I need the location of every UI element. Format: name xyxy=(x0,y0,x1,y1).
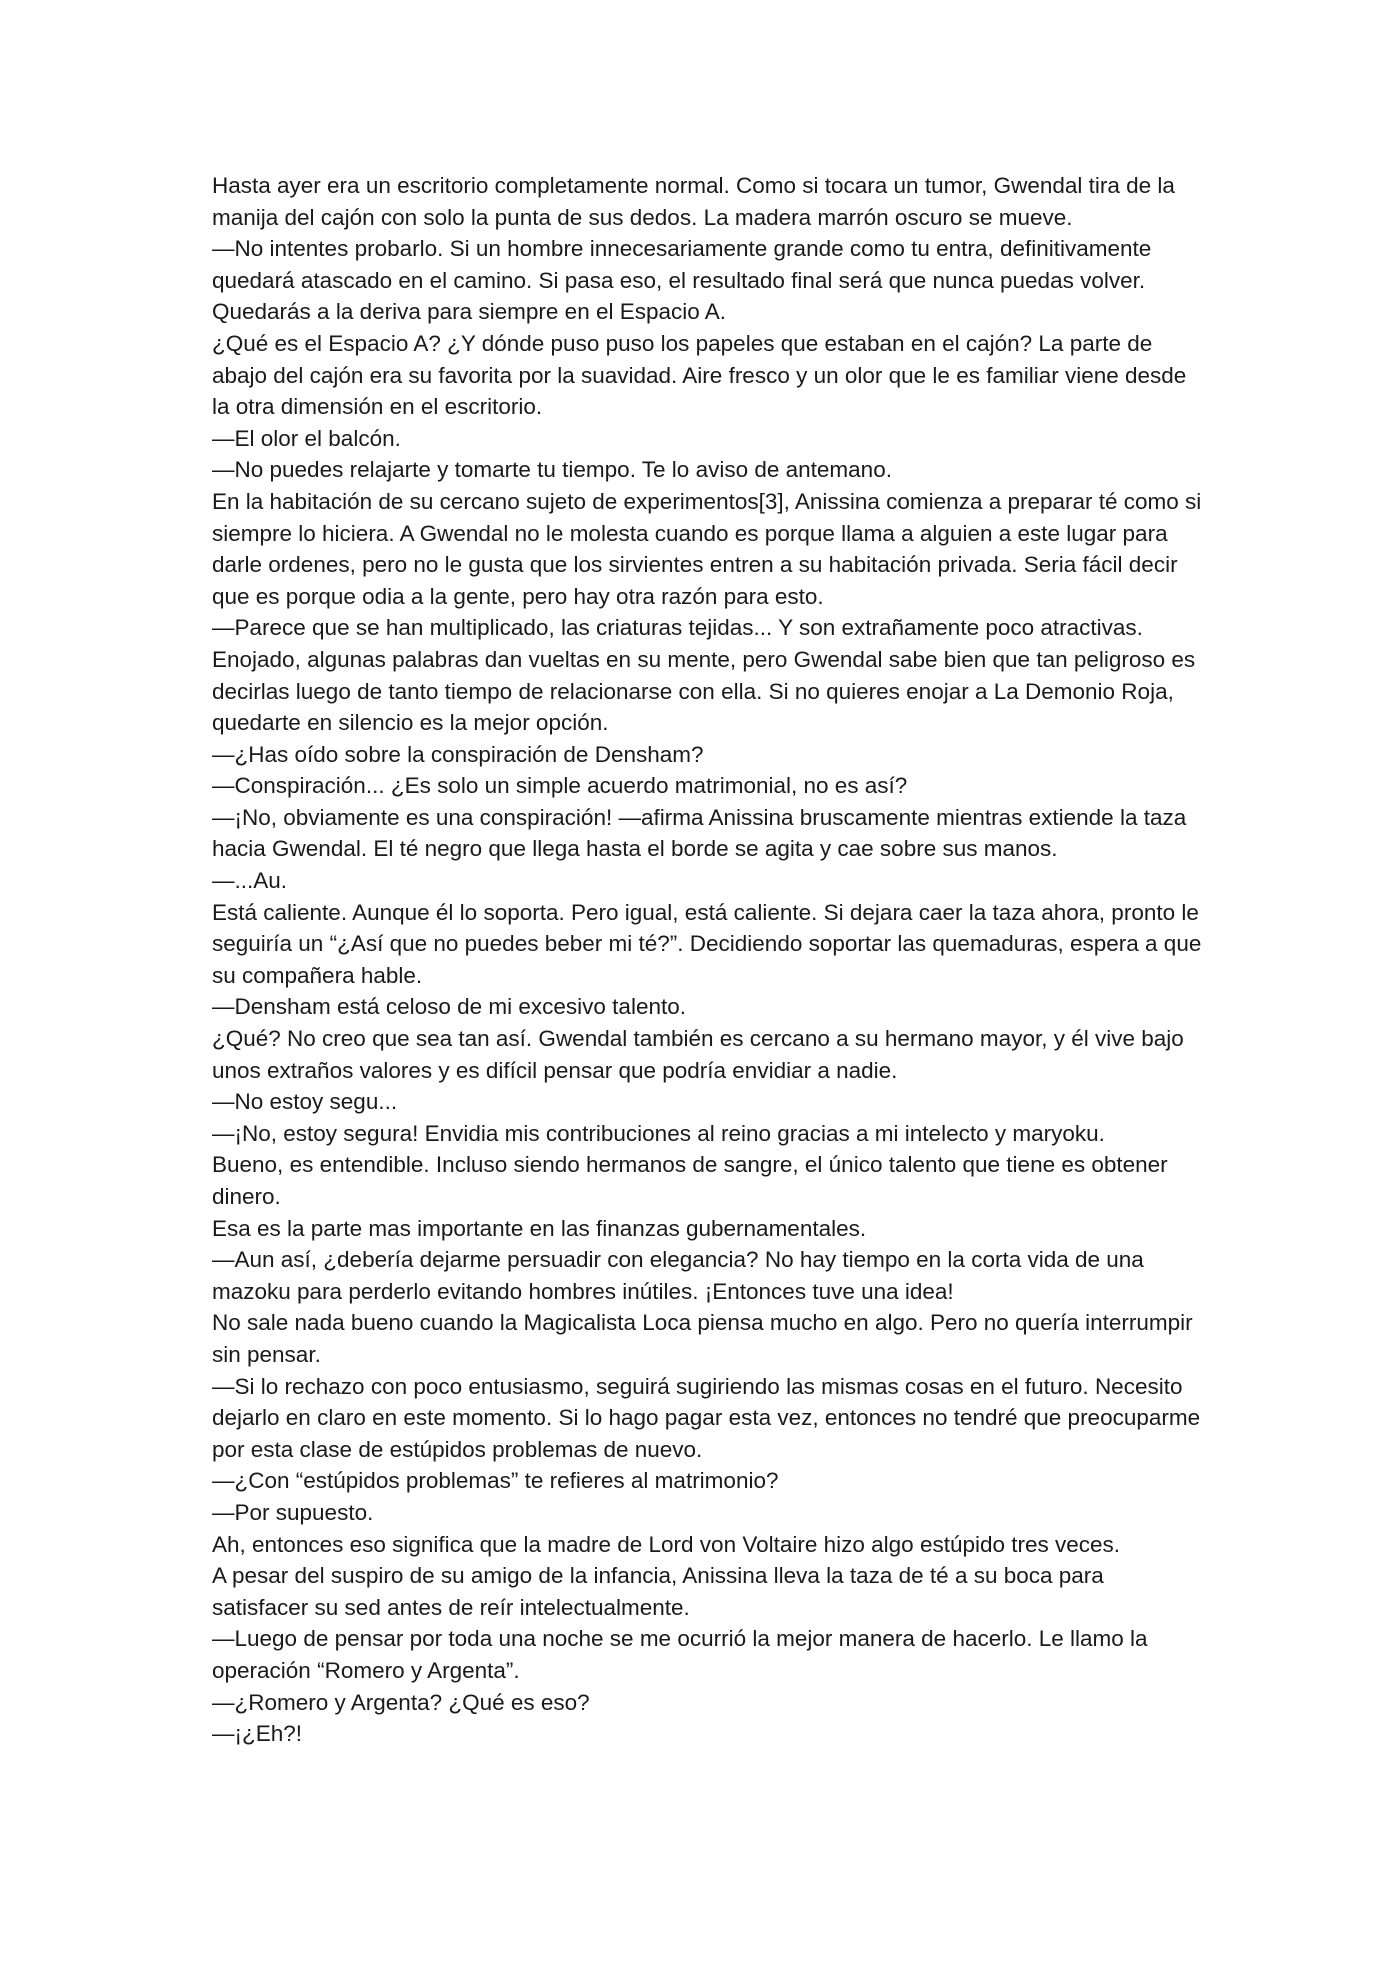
paragraph: —No intentes probarlo. Si un hombre innecesariamente grande como tu entra, definitivamente quedará atascado en el camino. Si pasa eso, el resultado final será que nunca puedas volver. Quedarás a la deriva para siempre en el Espacio A. xyxy=(212,236,1152,325)
paragraph: No sale nada bueno cuando la Magicalista Loca piensa mucho en algo. Pero no quería interrumpir sin pensar. xyxy=(212,1310,1193,1367)
paragraph: Bueno, es entendible. Incluso siendo hermanos de sangre, el único talento que tiene es obtener dinero. xyxy=(212,1152,1168,1209)
paragraph: —¡No, obviamente es una conspiración! —afirma Anissina bruscamente mientras extiende la taza hacia Gwendal. El té negro que llega hasta el borde se agita y cae sobre sus manos. xyxy=(212,804,1187,862)
paragraph: Enojado, algunas palabras dan vueltas en su mente, pero Gwendal sabe bien que tan peligroso es decirlas luego de tanto tiempo de relacionarse con ella. Si no quieres enojar a La Demonio Roja, quedarte en silencio es la mejor opción. xyxy=(212,646,1196,736)
paragraph: ¿Qué? No creo que sea tan así. Gwendal también es cercano a su hermano mayor, y él vive bajo unos extraños valores y es difícil pensar que podría envidiar a nadie. xyxy=(212,1026,1184,1083)
paragraph: Ah, entonces eso significa que la madre de Lord von Voltaire hizo algo estúpido tres veces. xyxy=(212,1531,1121,1557)
paragraph: —¿Con “estúpidos problemas” te refieres al matrimonio? xyxy=(212,1468,779,1494)
paragraph: —Densham está celoso de mi excesivo talento. xyxy=(212,994,686,1020)
paragraph: Está caliente. Aunque él lo soporta. Pero igual, está caliente. Si dejara caer la taza ahora, pronto le seguiría un “¿Así que no puedes beber mi té?”. Decidiendo soportar las quemaduras, espera a que su compañera hable. xyxy=(212,899,1202,988)
paragraph: —Conspiración... ¿Es solo un simple acuerdo matrimonial, no es así? xyxy=(212,773,908,799)
paragraph: Esa es la parte mas importante en las finanzas gubernamentales. xyxy=(212,1215,867,1241)
paragraph: —No estoy segu... xyxy=(212,1089,398,1115)
paragraph: ¿Qué es el Espacio A? ¿Y dónde puso puso los papeles que estaban en el cajón? La parte de abajo del cajón era su favorita por la suavidad. Aire fresco y un olor que le es familiar viene desde la otra dimensión en el escritorio. xyxy=(212,330,1187,420)
paragraph: —El olor el balcón. xyxy=(212,425,401,451)
paragraph: —Aun así, ¿debería dejarme persuadir con elegancia? No hay tiempo en la corta vida de una mazoku para perderlo evitando hombres inútiles. ¡Entonces tuve una idea! xyxy=(212,1247,1144,1304)
paragraph: —Luego de pensar por toda una noche se me ocurrió la mejor manera de hacerlo. Le llamo la operación “Romero y Argenta”. xyxy=(212,1626,1148,1683)
paragraph: —Por supuesto. xyxy=(212,1499,374,1525)
paragraph: —¡No, estoy segura! Envidia mis contribuciones al reino gracias a mi intelecto y maryoku. xyxy=(212,1120,1105,1146)
paragraph: —¿Romero y Argenta? ¿Qué es eso? xyxy=(212,1689,590,1715)
paragraph: —Si lo rechazo con poco entusiasmo, seguirá sugiriendo las mismas cosas en el futuro. Necesito dejarlo en claro en este momento. Si lo hago pagar esta vez, entonces no tendré que preocuparme por esta clase de estúpidos problemas de nuevo. xyxy=(212,1373,1201,1462)
paragraph: —No puedes relajarte y tomarte tu tiempo. Te lo aviso de antemano. xyxy=(212,457,892,483)
paragraph: —¡¿Eh?! xyxy=(212,1721,303,1747)
document-body xyxy=(212,170,1202,1750)
paragraph: —Parece que se han multiplicado, las criaturas tejidas... Y son extrañamente poco atractivas. xyxy=(212,615,1143,641)
paragraph: A pesar del suspiro de su amigo de la infancia, Anissina lleva la taza de té a su boca para satisfacer su sed antes de reír intelectualmente. xyxy=(212,1563,1104,1620)
paragraph: —¿Has oído sobre la conspiración de Densham? xyxy=(212,741,704,767)
paragraph: Hasta ayer era un escritorio completamente normal. Como si tocara un tumor, Gwendal tira de la manija del cajón con solo la punta de sus dedos. La madera marrón oscuro se mueve. xyxy=(212,173,1175,230)
paragraph: En la habitación de su cercano sujeto de experimentos[3], Anissina comienza a preparar té como si siempre lo hiciera. A Gwendal no le molesta cuando es porque llama a alguien a este lugar para darle ordenes, pero no le gusta que los sirvientes entren a su habitación privada. Seria fácil decir que es porque odia a la gente, pero hay otra razón para esto. xyxy=(212,488,1202,609)
paragraph: —...Au. xyxy=(212,868,288,894)
